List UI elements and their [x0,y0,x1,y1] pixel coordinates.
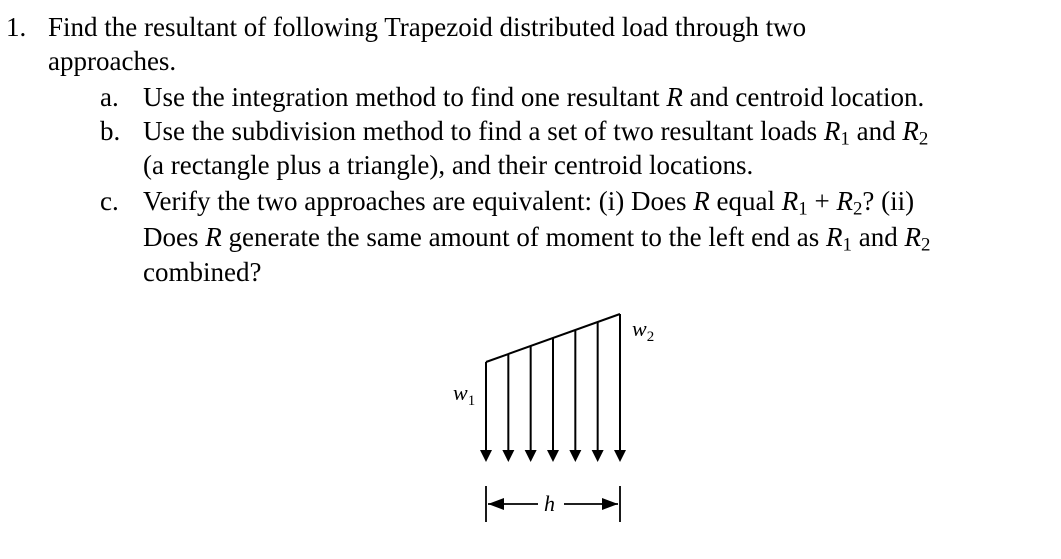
part-b-var-r1: R [823,116,841,146]
question-stem-line-2: approaches. [48,46,177,76]
part-c-letter: c. [100,186,119,216]
w1-label [453,380,475,409]
part-a-text-2: and centroid location. [682,82,925,112]
w1-subscript: 1 [467,393,476,409]
load-arrow-head [502,450,514,462]
part-c-text-line-2 [143,220,930,254]
part-c-text-2: equal [709,186,782,216]
part-a-text-1: Use the integration method to find one resultant [143,82,667,112]
part-a-letter: a. [100,82,119,112]
part-b-sub-1: 1 [840,128,850,150]
h-label: h [544,491,555,516]
part-b-sub-2: 2 [918,128,929,150]
part-c-sub-2: 2 [852,198,863,220]
part-c-line2-sub-2: 2 [920,234,931,256]
part-a-var-r: R [666,82,683,112]
part-c-var-r1: R [781,186,799,216]
part-c-text-3: ? (ii) [862,186,915,216]
dimension-arrow-right [602,498,618,510]
load-arrow-head [480,450,492,462]
part-c-line2-c: and [852,222,905,252]
part-b-text-2: and [849,116,903,146]
part-c-line2-sub-1: 1 [842,234,852,256]
part-b-var-r2: R [902,116,919,146]
part-c-var-r: R [693,186,710,216]
part-c-line2-var-r1: R [826,222,843,252]
question-stem-line-1: Find the resultant of following Trapezoid distributed load through two [48,12,807,42]
dimension-arrow-left [488,498,504,510]
part-c-text-line-3: combined? [143,257,262,287]
part-b-text-1: Use the subdivision method to find a set of two resultant loads [143,116,824,146]
w2-label [632,316,654,345]
w2-subscript: 2 [646,329,655,345]
part-b-text-line-2: (a rectangle plus a triangle), and their centroid locations. [143,150,754,180]
part-b-text-line-1 [143,114,928,148]
part-c-text-1: Verify the two approaches are equivalent: (i) Does [143,186,694,216]
part-c-plus: + [807,186,837,216]
load-arrow-head [614,450,626,462]
w2-letter: w [632,316,647,341]
load-arrow-head [525,450,537,462]
part-c-line2-var-r: R [205,222,222,252]
part-c-line2-b: generate the same amount of moment to the left end as [221,222,827,252]
part-c-line2-a: Does [143,222,206,252]
trapezoid-load-diagram [420,300,680,550]
part-b-letter: b. [100,116,121,146]
part-c-text-line-1 [143,184,914,218]
load-arrow-head [592,450,604,462]
w1-letter: w [453,380,468,405]
part-c-line2-var-r2: R [904,222,921,252]
part-c-var-r2: R [836,186,853,216]
load-arrow-head [569,450,581,462]
load-arrow-head [547,450,559,462]
load-arrows [480,314,626,462]
part-a-text [143,80,924,114]
part-c-sub-1: 1 [798,198,808,220]
question-number: 1. [6,12,27,42]
